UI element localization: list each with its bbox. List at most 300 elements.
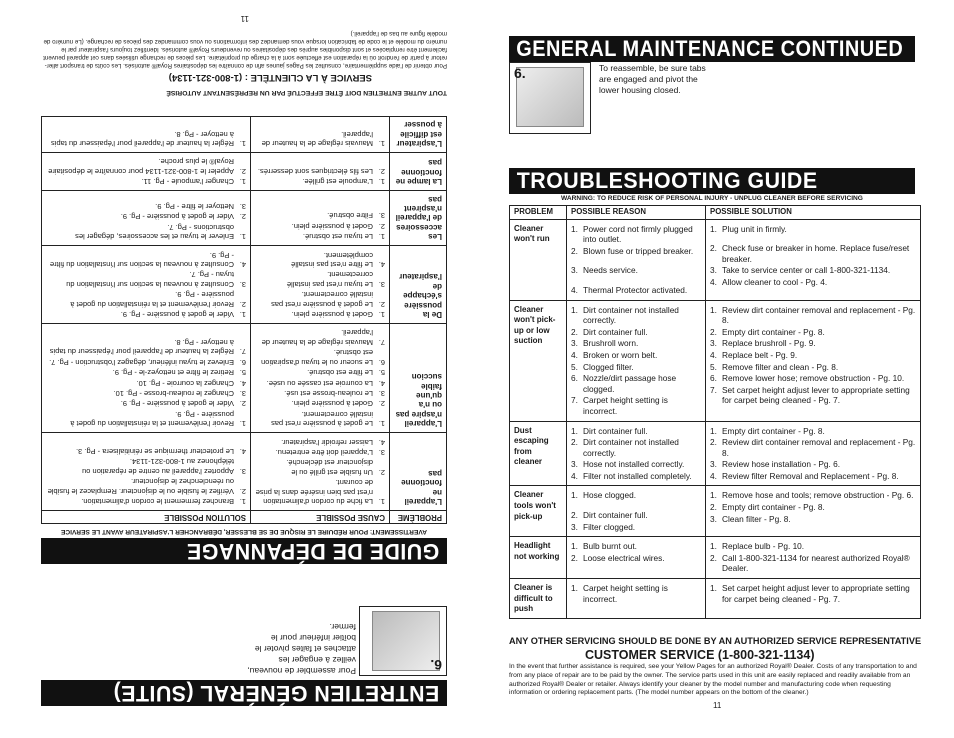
item-text: Replace brushroll - Pg. 9. (722, 338, 816, 349)
fr-solution-cell (42, 191, 251, 246)
solution-item (710, 502, 916, 513)
reason-item (571, 583, 701, 604)
fr-solution-list (46, 250, 246, 319)
solution-cell (706, 421, 921, 486)
fr-item-text: Le godet à poussière n'est pas installé correctement. (271, 409, 373, 429)
item-text: Empty dirt container - Pg. 8. (722, 326, 825, 337)
fr-step-text: Pour assembler de nouveau, veillez à engager les attaches et faites pivoter le boîtier inférieur pour le fermer. (247, 622, 356, 676)
fr-reason-cell (251, 324, 390, 433)
solution-list (710, 583, 916, 604)
solution-cell (706, 486, 921, 537)
item-number: 2. (571, 552, 578, 563)
reason-item (571, 373, 701, 394)
fr-item-number: 1. (378, 497, 385, 506)
fr-solution-item (46, 270, 246, 289)
item-number: 4. (571, 470, 578, 481)
fr-item-text: Changez la courroie - Pg. 10. (136, 378, 234, 388)
reason-item (571, 350, 701, 361)
item-text: Blown fuse or tripped breaker. (583, 245, 694, 256)
solution-item (710, 362, 916, 373)
item-number: 4. (710, 470, 717, 481)
fr-item-number: 2. (378, 221, 385, 231)
fr-item-text: Le suceur ou le tuyau d'aspiration est obstrué. (261, 348, 373, 367)
item-text: Brushroll worn. (583, 338, 639, 349)
item-number: 4. (710, 276, 717, 287)
fr-solution-list (46, 129, 246, 148)
solution-item (710, 490, 916, 501)
fr-problem-cell: L'aspirateur est difficile à pousser (390, 116, 447, 152)
fr-item-number: 1. (239, 177, 246, 187)
item-number: 7. (571, 395, 578, 406)
reason-item (571, 459, 701, 470)
item-number: 3. (571, 265, 578, 276)
reason-item (571, 510, 701, 521)
item-number: 2. (571, 245, 578, 256)
problem-cell: Headlight not working (510, 537, 567, 579)
fr-reason-item (255, 166, 385, 175)
fr-reason-item (255, 270, 385, 289)
fr-solution-cell (42, 433, 251, 511)
fr-reason-item (255, 437, 385, 446)
fr-reason-list (255, 129, 385, 148)
fr-solution-item (46, 368, 246, 377)
fr-solution-item (46, 357, 246, 366)
fr-reason-item (255, 458, 385, 477)
fr-reason-item (255, 348, 385, 367)
fr-item-text: Le filtre n'est pas installé complètement. (291, 250, 373, 270)
item-number: 5. (571, 361, 578, 372)
fr-header-reason: CAUSE POSSIBLE (251, 511, 390, 524)
fr-item-number: 1. (239, 497, 246, 506)
fr-item-text: Filtre obstrué. (327, 211, 373, 221)
item-number: 2. (710, 552, 717, 563)
fr-step-6-image (359, 606, 447, 676)
solution-cell (706, 300, 921, 421)
fr-reason-list (255, 211, 385, 241)
fr-header-solution: SOLUTION POSSIBLE (42, 511, 251, 524)
fr-step-number: 6. (430, 657, 442, 673)
warning: WARNING: TO REDUCE RISK OF PERSONAL INJURY - UNPLUG CLEANER BEFORE SERVICING (561, 195, 863, 202)
fr-item-text: Nettoyer le filtre - Pg. 9. (155, 202, 234, 212)
solution-item (710, 243, 916, 264)
troubleshooting-banner (509, 168, 915, 194)
fr-item-number: 3. (378, 211, 385, 221)
fr-reason-cell (251, 153, 390, 191)
item-number: 3. (710, 513, 717, 524)
problem-cell: Cleaner tools won't pick-up (510, 486, 567, 537)
fr-item-text: Revoir l'enlèvement et la réinstallation du godet à poussière - Pg. 9. (70, 409, 234, 429)
fr-item-number: 4. (239, 378, 246, 388)
fr-reason-item (255, 389, 385, 398)
fr-item-number: 7. (378, 337, 385, 347)
customer-service: CUSTOMER SERVICE (1-800-321-1134) (585, 648, 815, 662)
fr-item-number: 1. (378, 177, 385, 187)
item-text: Bulb burnt out. (583, 541, 637, 552)
item-text: Call 1-800-321-1134 for nearest authorized Royal® Dealer. (722, 552, 910, 574)
fr-solution-cell (42, 116, 251, 152)
solution-list (710, 541, 916, 574)
item-number: 4. (571, 349, 578, 360)
item-text: Clogged filter. (583, 361, 634, 372)
fr-solution-item (46, 477, 246, 496)
fr-reason-item (255, 310, 385, 319)
item-text: Dirt container full. (583, 326, 648, 337)
fr-item-number: 3. (239, 202, 246, 212)
fr-solution-item (46, 202, 246, 211)
fr-item-number: 4. (378, 378, 385, 388)
reason-item (571, 553, 701, 564)
fr-reason-item (255, 232, 385, 241)
fr-item-number: 1. (239, 139, 246, 148)
fr-reason-item (255, 378, 385, 387)
fr-item-number: 2. (378, 399, 385, 409)
solution-cell (706, 219, 921, 300)
solution-item (710, 327, 916, 338)
solution-item (710, 459, 916, 470)
item-text: Thermal Protector activated. (583, 284, 688, 295)
fr-item-text: Mauvais réglage de la hauteur de l'appareil. (261, 129, 373, 148)
table-row (510, 486, 921, 537)
fr-item-text: Réglez la hauteur de l'appareil pour l'épaisseur du tapis à nettoyer - Pg. 8. (49, 337, 234, 357)
item-text: Review hose installation - Pg. 6. (722, 459, 841, 470)
item-text: Check fuse or breaker in home. Replace fuse/reset breaker. (722, 243, 910, 264)
fr-item-number: 2. (239, 299, 246, 309)
fr-solution-item (46, 338, 246, 357)
fr-reason-item (255, 177, 385, 186)
fr-item-text: Changez le rouleau-brosse - Pg. 10. (113, 388, 234, 398)
item-number: 4. (710, 349, 717, 360)
fr-reason-list (255, 250, 385, 319)
fr-table-row (42, 191, 447, 246)
fr-reason-item (255, 250, 385, 269)
fr-reason-item (255, 328, 385, 347)
fr-item-number: 2. (239, 486, 246, 496)
reason-item (571, 471, 701, 482)
fr-reason-item (255, 129, 385, 148)
fr-item-number: 1. (378, 419, 385, 429)
item-text: Dirt container full. (583, 425, 648, 436)
item-number: 1. (710, 541, 717, 552)
item-number: 1. (571, 425, 578, 436)
step-number: 6. (514, 65, 526, 81)
reason-item (571, 305, 701, 326)
fr-item-number: 4. (239, 446, 246, 456)
solution-list (710, 426, 916, 482)
fr-item-number: 6. (239, 357, 246, 367)
fr-item-text: Consultez à nouveau la section sur l'installation du tuyau - Pg. 7. (66, 270, 234, 289)
solution-item (710, 277, 916, 288)
problem-cell: Cleaner won't run (510, 219, 567, 300)
fr-solution-item (46, 177, 246, 186)
fr-solution-list (46, 447, 246, 506)
item-number: 7. (710, 384, 717, 395)
fr-item-text: Le tuyau est obstrué. (302, 232, 373, 242)
solution-item (710, 305, 916, 326)
fr-item-number: 5. (378, 368, 385, 378)
fr-reason-item (255, 448, 385, 457)
reason-list (571, 426, 701, 482)
fr-reason-list (255, 437, 385, 506)
fr-item-text: Un fusible est grillé ou le disjoncteur est déclenché. (286, 458, 373, 477)
fr-item-text: La courroie est cassée ou usée. (266, 378, 373, 388)
problem-cell: Cleaner is difficult to push (510, 579, 567, 619)
item-text: Hose clogged. (583, 490, 637, 501)
solution-list (710, 305, 916, 406)
fr-table-row (42, 246, 447, 324)
item-number: 1. (571, 490, 578, 501)
general-maintenance-banner (509, 36, 915, 62)
fr-item-number: 3. (239, 279, 246, 289)
reason-item (571, 395, 701, 416)
fr-item-number: 1. (239, 310, 246, 320)
item-text: Plug unit in firmly. (722, 223, 787, 234)
fr-item-text: Revoir l'enlèvement et la réinstallation du godet à poussière - Pg. 9. (70, 290, 234, 309)
fr-problem-cell: La lampe ne fonctionne pas (390, 153, 447, 191)
solution-item (710, 471, 916, 482)
reason-item (571, 285, 701, 296)
fr-item-text: Consultez à nouveau la section sur l'installation du filtre - Pg. 9. (49, 250, 234, 270)
fr-solution-item (46, 399, 246, 408)
fr-item-text: Le tuyau n'est pas installé correctement. (286, 270, 373, 289)
fr-solution-item (46, 212, 246, 221)
fr-item-text: Le godet à poussière n'est pas installé correctement. (271, 290, 373, 309)
fr-solution-item (46, 378, 246, 387)
fr-table-row (42, 433, 447, 511)
fr-solution-item (46, 129, 246, 148)
table-row (510, 579, 921, 619)
item-number: 3. (710, 338, 717, 349)
fr-troubleshooting-banner (41, 538, 447, 564)
fr-general-maintenance-title: ENTRETIEN GÉNÉRAL (SUITE) (113, 681, 440, 706)
item-number: 2. (571, 326, 578, 337)
fr-item-number: 1. (239, 232, 246, 242)
item-text: Needs service. (583, 265, 638, 276)
fr-solution-item (46, 409, 246, 428)
item-number: 1. (710, 304, 717, 315)
item-text: Replace bulb - Pg. 10. (722, 541, 805, 552)
item-text: Dirt container not installed correctly. (583, 437, 679, 458)
item-text: Filter not installed completely. (583, 470, 692, 481)
fr-item-number: 3. (378, 388, 385, 398)
item-text: Remove lower hose; remove obstruction - Pg. 10. (722, 373, 905, 384)
footer-paragraph: In the event that further assistance is required, see your Yellow Pages for an authorized Royal® Dealer. Costs of any transportation to and from any place of repair are to be paid by the owner. The service parts used in this unit are easily replaced and readily available from an authorized Royal® Dealer or retailer. Always identify your cleaner by the model number and manufacturing code when requesting information or ordering replacement parts. (The model number appears on the bottom of the cleaner.) (509, 663, 917, 697)
solution-item (710, 373, 916, 384)
item-text: Review filter Removal and Replacement - Pg. 8. (722, 470, 899, 481)
fr-reason-cell (251, 116, 390, 152)
reason-cell (567, 219, 706, 300)
fr-solution-cell (42, 153, 251, 191)
fr-footer-heading: TOUT AUTRE ENTRETIEN DOIT ÊTRE EFFECTUÉ PAR UN REPRÉSENTANT AUTORISÉ (166, 89, 447, 96)
troubleshooting-title: TROUBLESHOOTING GUIDE (516, 168, 818, 193)
fr-item-number: 1. (378, 310, 385, 320)
item-text: Allow cleaner to cool - Pg. 4. (722, 276, 828, 287)
reason-item (571, 246, 701, 257)
item-text: Remove filter and clean - Pg. 8. (722, 361, 839, 372)
fr-problem-cell: Les accessoires de l'appareil n'aspirent pas (390, 191, 447, 246)
fr-item-number: 1. (239, 419, 246, 429)
fr-item-number: 3. (239, 466, 246, 476)
fr-item-number: 3. (378, 279, 385, 289)
table-body (510, 219, 921, 618)
fr-item-number: 2. (239, 212, 246, 222)
solution-item (710, 265, 916, 276)
fr-page-number: 11 (240, 14, 249, 23)
fr-reason-item (255, 409, 385, 428)
fr-problem-cell: L'appareil n'aspire pas ou n'a qu'une faible succion (390, 324, 447, 433)
fr-footer-paragraph: Pour obtenir de l'aide supplémentaire, consultez les Pages jaunes afin de connaître les dépositaires Royal® autorisés. Les coûts de transport aller-retour à partir de l'endroit où la réparation est effectuée sont à la charge du propriétaire. Les pièces de rechange utilisées dans cet appareil peuvent facilement être remplacées et sont disponibles auprès des dépositaires ou revendeurs Royal® autorisés. Identifiez toujours l'aspirateur par le numéro du modèle et le code de fabrication lorsque vous demandez des informations ou vous commandez des pièces de rechange. (Le numéro de modèle figure au bas de l'appareil.) (43, 30, 447, 69)
solution-item (710, 350, 916, 361)
item-number: 1. (710, 223, 717, 234)
fr-reason-cell (251, 246, 390, 324)
header-solution: POSSIBLE SOLUTION (706, 206, 921, 220)
item-text: Nozzle/dirt passage hose clogged. (583, 373, 677, 394)
fr-item-text: Le protecteur thermique se réinitialisera - Pg. 3. (76, 446, 234, 456)
item-text: Dirt container not installed correctly. (583, 304, 679, 326)
item-number: 2. (710, 243, 717, 254)
solution-list (710, 490, 916, 524)
fr-solution-list (46, 202, 246, 242)
header-problem: PROBLEM (510, 206, 567, 220)
fr-solution-cell (42, 246, 251, 324)
item-number: 3. (571, 521, 578, 532)
item-text: Dirt container full. (583, 510, 648, 521)
reason-item (571, 224, 701, 245)
fr-reason-item (255, 221, 385, 230)
fr-item-text: Branchez fermement le cordon d'alimentation. (81, 497, 234, 506)
fr-solution-item (46, 497, 246, 506)
item-text: Carpet height setting is incorrect. (583, 395, 668, 416)
fr-reason-item (255, 368, 385, 377)
fr-item-text: L'ampoule est grillée. (302, 177, 373, 187)
solution-item (710, 553, 916, 574)
fr-problem-cell: L'appareil ne fonctionne pas (390, 433, 447, 511)
solution-item (710, 426, 916, 437)
fr-item-text: Apportez l'appareil au centre de réparation ou téléphonez au 1-800-321-1134. (82, 457, 234, 476)
fr-solution-item (46, 310, 246, 319)
solution-item (710, 338, 916, 349)
fr-item-number: 2. (239, 166, 246, 176)
fr-reason-list (255, 166, 385, 186)
fr-solution-cell (42, 324, 251, 433)
fr-item-number: 6. (378, 357, 385, 367)
item-text: Loose electrical wires. (583, 552, 665, 563)
fr-solution-list (46, 157, 246, 186)
item-number: 3. (710, 265, 717, 276)
footer-heading: ANY OTHER SERVICING SHOULD BE DONE BY AN AUTHORIZED SERVICE REPRESENTATIVE (509, 636, 922, 647)
item-text: Filter clogged. (583, 521, 636, 532)
solution-item (710, 224, 916, 235)
fr-header-problem: PROBLÈME (390, 511, 447, 524)
reason-cell (567, 421, 706, 486)
problem-cell: Cleaner won't pick-up or low suction (510, 300, 567, 421)
item-number: 5. (710, 361, 717, 372)
header-reason: POSSIBLE REASON (567, 206, 706, 220)
item-text: Empty dirt container - Pg. 8. (722, 425, 825, 436)
item-text: Hose not installed correctly. (583, 459, 685, 470)
english-page (477, 0, 954, 738)
item-text: Take to service center or call 1-800-321-1134. (722, 265, 891, 276)
reason-item (571, 338, 701, 349)
step-6-image (509, 62, 591, 134)
fr-item-text: Laisser refroidir l'aspirateur. (281, 437, 373, 447)
fr-reason-cell (251, 433, 390, 511)
item-number: 1. (571, 541, 578, 552)
fr-general-maintenance-banner (41, 680, 447, 706)
reason-cell (567, 579, 706, 619)
table-row (510, 300, 921, 421)
fr-item-number: 2. (378, 166, 385, 176)
solution-item (710, 385, 916, 406)
item-text: Set carpet height adjust lever to appropriate setting for carpet being cleaned - Pg. 7. (722, 583, 910, 604)
fr-troubleshooting-table (41, 116, 447, 524)
item-text: Carpet height setting is incorrect. (583, 583, 668, 604)
item-number: 1. (710, 490, 717, 501)
fr-customer-service: SERVICE À LA CLIENTÈLE : (1-800-321-1134) (168, 72, 372, 83)
reason-cell (567, 486, 706, 537)
item-number: 1. (571, 304, 578, 315)
fr-item-text: Les fils électriques sont desserrés. (257, 166, 373, 176)
solution-item (710, 541, 916, 552)
fr-item-text: L'appareil doit être entretenu. (275, 447, 373, 457)
fr-solution-item (46, 389, 246, 398)
table-row (510, 421, 921, 486)
item-number: 3. (710, 459, 717, 470)
item-number: 2. (571, 510, 578, 521)
item-text: Clean filter - Pg. 8. (722, 513, 791, 524)
fr-item-number: 2. (378, 299, 385, 309)
fr-solution-item (46, 222, 246, 241)
page-number: 11 (713, 701, 722, 710)
table-header-row (510, 206, 921, 220)
vacuum-photo (516, 67, 584, 127)
fr-item-text: Le rouleau-brosse est usé. (284, 388, 373, 398)
fr-item-text: Vider le godet à poussière - Pg. 9. (120, 399, 234, 409)
reason-list (571, 305, 701, 417)
fr-solution-item (46, 457, 246, 476)
item-number: 6. (710, 373, 717, 384)
troubleshooting-table (509, 205, 921, 619)
fr-reason-item (255, 290, 385, 309)
reason-item (571, 437, 701, 458)
table-row (510, 219, 921, 300)
fr-item-number: 2. (378, 467, 385, 477)
solution-item (710, 583, 916, 604)
item-number: 1. (571, 583, 578, 594)
fr-item-text: Enlevez le tuyau inférieur, dégagez l'obstruction - Pg. 7. (49, 357, 234, 367)
reason-item (571, 265, 701, 276)
fr-table-row (42, 324, 447, 433)
fr-item-text: Godet à poussière plein. (291, 221, 373, 231)
fr-item-text: Vider le godet à poussière - Pg. 9. (120, 310, 234, 320)
item-number: 2. (710, 502, 717, 513)
solution-item (710, 514, 916, 525)
item-number: 1. (710, 583, 717, 594)
reason-cell (567, 300, 706, 421)
item-number: 1. (710, 425, 717, 436)
item-number: 2. (571, 437, 578, 448)
fr-item-number: 5. (239, 368, 246, 378)
fr-item-text: Appeler le 1-800-321-1134 pour connaître le dépositaire Royal® le plus proche. (48, 157, 234, 176)
item-text: Set carpet height adjust lever to appropriate setting for carpet being cleaned - Pg. 7. (722, 384, 910, 406)
item-number: 4. (571, 284, 578, 295)
item-number: 6. (571, 373, 578, 384)
fr-solution-item (46, 250, 246, 269)
fr-item-text: Vérifiez le fusible ou le disjoncteur. Remplacez le fusible ou réenclenchez le disjoncteur. (47, 477, 234, 496)
solution-list (710, 224, 916, 288)
fr-item-number: 3. (378, 447, 385, 457)
fr-table-row (42, 116, 447, 152)
fr-reason-item (255, 211, 385, 220)
